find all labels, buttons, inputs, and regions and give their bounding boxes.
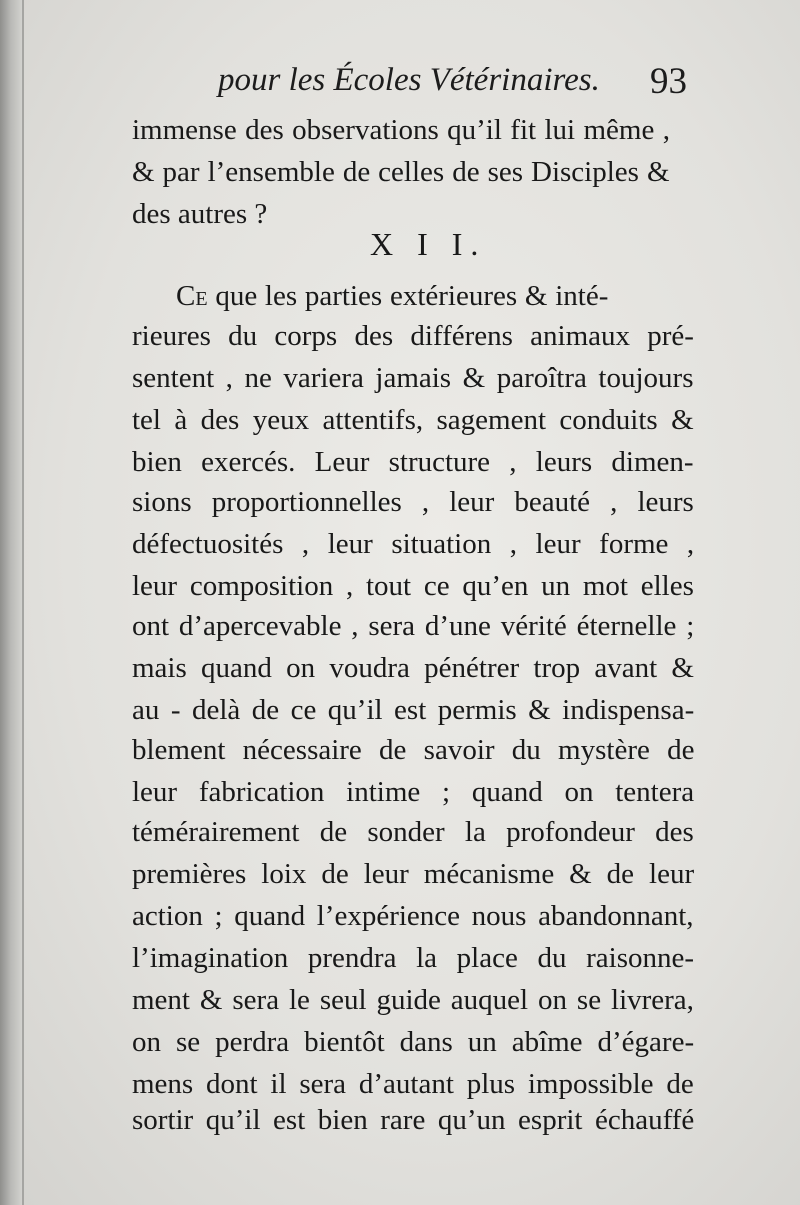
text-line: bien exercés. Leur structure , leurs dimen-	[132, 446, 694, 478]
text-line: ont d’apercevable , sera d’une vérité éternelle ;	[132, 610, 695, 642]
text-line: tel à des yeux attentifs, sagement conduits &	[132, 404, 694, 436]
paragraph-first-line	[176, 276, 686, 316]
text-line: témérairement de sonder la profondeur des	[132, 816, 694, 848]
body-text	[132, 110, 712, 1140]
text-line: & par l’ensemble de celles de ses Disciples &	[132, 156, 670, 188]
text-line: défectuosités , leur situation , leur forme ,	[132, 528, 695, 560]
drop-word: Ce	[176, 280, 208, 312]
text-line: on se perdra bientôt dans un abîme d’égare-	[132, 1026, 695, 1058]
text-line: leur fabrication intime ; quand on tentera	[132, 776, 695, 808]
text-line: mens dont il sera d’autant plus impossible de	[132, 1068, 694, 1100]
text-line: des autres ?	[132, 198, 268, 230]
text-line: premières loix de leur mécanisme & de leur	[132, 858, 695, 890]
page-number: 93	[650, 61, 687, 102]
text-line: immense des observations qu’il fit lui même ,	[132, 114, 670, 146]
text-line: sentent , ne variera jamais & paroîtra toujours	[132, 362, 694, 394]
page-header	[218, 58, 698, 108]
text-line: sortir qu’il est bien rare qu’un esprit échauffé	[132, 1104, 695, 1136]
first-line-text: que les parties extérieures & inté-	[207, 280, 609, 312]
text-line: l’imagination prendra la place du raisonne-	[132, 942, 695, 974]
section-heading: X I I.	[370, 226, 487, 262]
text-line: mais quand on voudra pénétrer trop avant &	[132, 652, 694, 684]
text-line: blement nécessaire de savoir du mystère de	[132, 734, 695, 766]
text-line: leur composition , tout ce qu’en un mot elles	[132, 570, 694, 602]
text-line: action ; quand l’expérience nous abandonnant,	[132, 900, 694, 932]
text-line: ment & sera le seul guide auquel on se livrera,	[132, 984, 694, 1016]
running-head: pour les Écoles Vétérinaires.	[218, 62, 600, 98]
gutter-edge	[22, 0, 24, 1205]
text-line: au - delà de ce qu’il est permis & indispensa-	[132, 694, 695, 726]
text-line: rieures du corps des différens animaux pré-	[132, 320, 694, 352]
book-gutter	[0, 0, 24, 1205]
text-line: sions proportionnelles , leur beauté , leurs	[132, 486, 694, 518]
